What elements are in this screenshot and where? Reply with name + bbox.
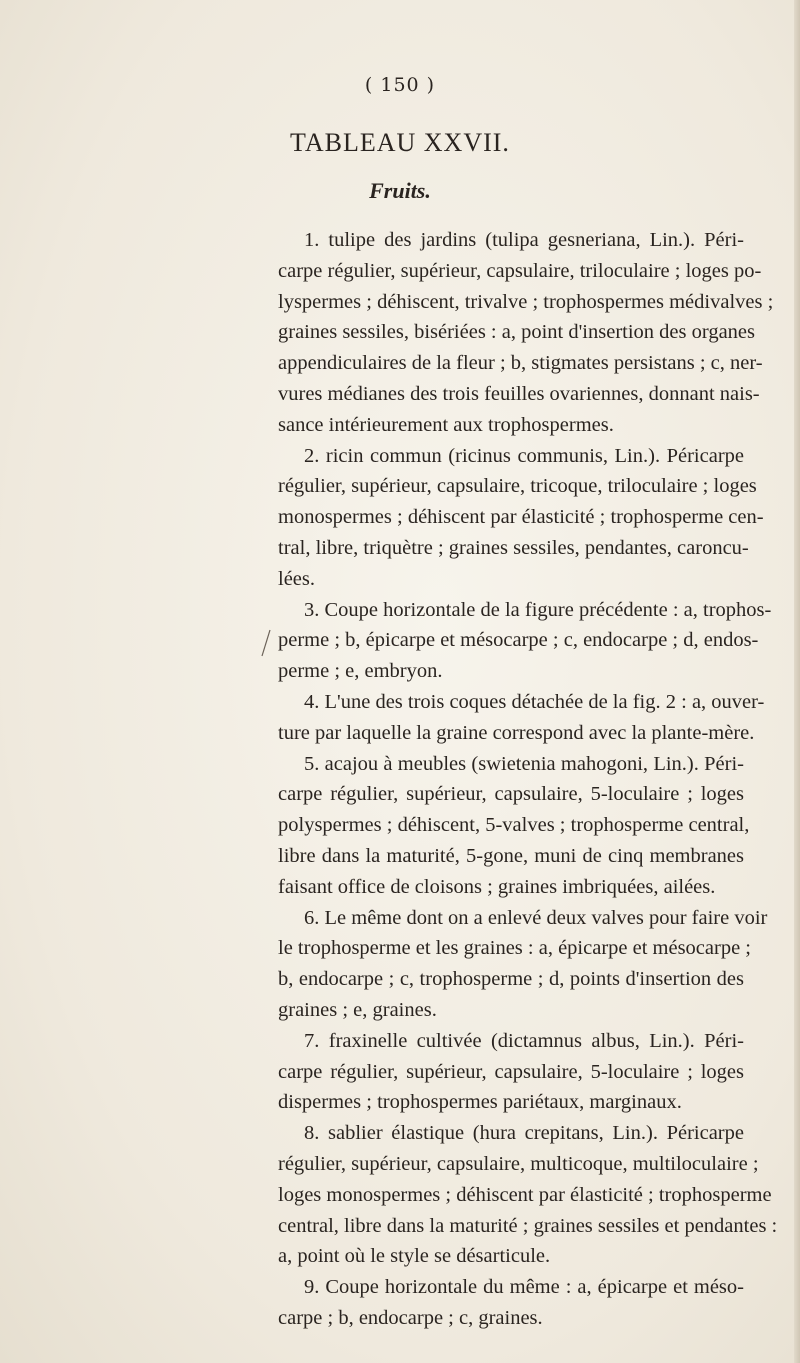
margin-pencil-mark: [258, 628, 274, 658]
text-line: graines sessiles, bisériées : a, point d'insertion des organes: [278, 321, 755, 344]
text-line: lyspermes ; déhiscent, trivalve ; trophospermes médivalves ;: [278, 290, 774, 313]
text-line: sance intérieurement aux trophospermes.: [278, 413, 614, 436]
text-line: loges monospermes ; déhiscent par élasticité ; trophosperme: [278, 1183, 772, 1206]
text-line: régulier, supérieur, capsulaire, multicoque, multiloculaire ;: [278, 1152, 759, 1175]
text-line: dispermes ; trophospermes pariétaux, marginaux.: [278, 1091, 682, 1114]
text-line: carpe régulier, supérieur, capsulaire, triloculaire ; loges po-: [278, 259, 762, 282]
text-line: polyspermes ; déhiscent, 5-valves ; trophosperme central,: [278, 814, 750, 837]
text-line: 3. Coupe horizontale de la figure précédente : a, trophos-: [304, 598, 772, 621]
text-line: lées.: [278, 567, 315, 590]
text-line: central, libre dans la maturité ; graines sessiles et pendantes :: [278, 1214, 778, 1237]
text-line: régulier, supérieur, capsulaire, tricoque, triloculaire ; loges: [278, 475, 757, 498]
text-line: ture par laquelle la graine correspond avec la plante-mère.: [278, 721, 755, 744]
text-line: monospermes ; déhiscent par élasticité ; trophosperme cen-: [278, 506, 764, 529]
text-line: faisant office de cloisons ; graines imbriquées, ailées.: [278, 875, 716, 898]
section-subtitle: Fruits.: [369, 178, 431, 203]
text-line: perme ; e, embryon.: [278, 660, 443, 683]
text-line: carpe régulier, supérieur, capsulaire, 5-loculaire ; loges: [278, 783, 744, 806]
text-line: libre dans la maturité, 5-gone, muni de cinq membranes: [278, 844, 744, 867]
text-line: 1. tulipe des jardins (tulipa gesneriana, Lin.). Péri-: [304, 229, 744, 251]
text-line: 8. sablier élastique (hura crepitans, Lin.). Péricarpe: [304, 1122, 744, 1145]
text-line: 4. L'une des trois coques détachée de la fig. 2 : a, ouver-: [304, 690, 765, 713]
text-line: appendiculaires de la fleur ; b, stigmates persistans ; c, ner-: [278, 352, 763, 375]
text-line: 2. ricin commun (ricinus communis, Lin.). Péricarpe: [304, 444, 744, 467]
text-line: carpe régulier, supérieur, capsulaire, 5-loculaire ; loges: [278, 1060, 744, 1083]
text-line: graines ; e, graines.: [278, 998, 437, 1021]
text-line: le trophosperme et les graines : a, épicarpe et mésocarpe ;: [278, 937, 752, 960]
text-line: perme ; b, épicarpe et mésocarpe ; c, endocarpe ; d, endos-: [278, 629, 759, 652]
text-line: vures médianes des trois feuilles ovariennes, donnant nais-: [278, 382, 760, 405]
text-line: 7. fraxinelle cultivée (dictamnus albus, Lin.). Péri-: [304, 1029, 744, 1052]
text-line: tral, libre, triquètre ; graines sessiles, pendantes, caroncu-: [278, 536, 749, 559]
text-line: b, endocarpe ; c, trophosperme ; d, points d'insertion des: [278, 968, 744, 991]
page-title: TABLEAU XXVII.: [290, 128, 510, 157]
text-line: carpe ; b, endocarpe ; c, graines.: [278, 1306, 543, 1329]
page-edge: [794, 0, 800, 1363]
text-body: [278, 225, 778, 1334]
text-line: 9. Coupe horizontale du même : a, épicarpe et méso-: [304, 1276, 744, 1299]
text-line: 6. Le même dont on a enlevé deux valves pour faire voir: [304, 906, 768, 929]
page-number: ( 150 ): [364, 74, 436, 96]
text-line: 5. acajou à meubles (swietenia mahogoni, Lin.). Péri-: [304, 752, 744, 775]
text-line: a, point où le style se désarticule.: [278, 1245, 551, 1268]
